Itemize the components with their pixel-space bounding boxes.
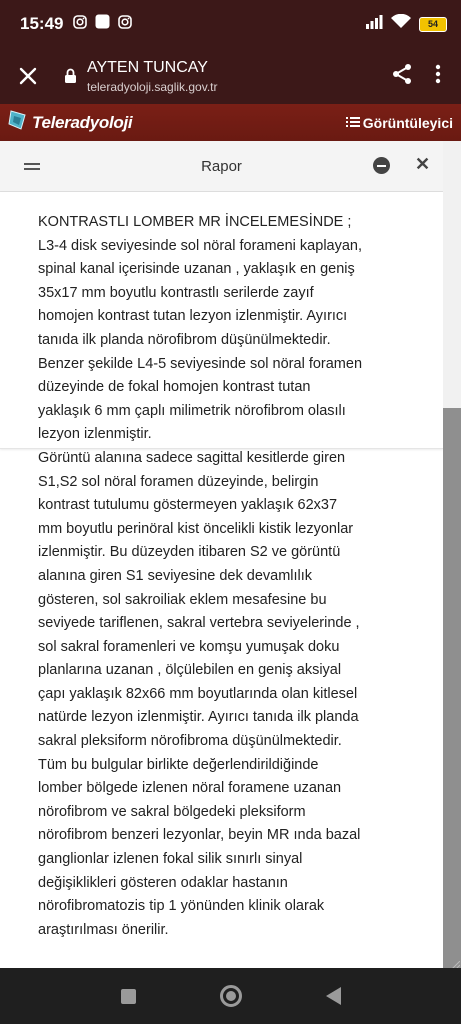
instagram-icon (118, 15, 132, 34)
close-icon[interactable]: ✕ (415, 154, 431, 174)
wifi-icon (391, 14, 411, 34)
report-panel-header (0, 141, 443, 192)
report-title: Rapor (201, 157, 242, 175)
signal-icon (365, 15, 383, 34)
logo-icon (8, 109, 28, 136)
report-text: KONTRASTLI LOMBER MR İNCELEMESİNDE ; L3-4 disk seviyesinde sol nöral forameni kaplayan, spinal kanal içerisinde uzanan , yaklaşık en geniş 35x17 mm boyutlu kontrastlı serilerde zayıf homojen kontrast tutan lezyon izlenmiştir. Ayırıcı tanıda ilk planda nörofibrom düşünülmektedir. Benzer şekilde L4-5 seviyesinde sol nöral foramen düzeyinde de fokal homojen kontrast tutan yaklaşık 6 mm çaplı milimetrik nörofibrom olasılı lezyon izlenmiştir. Görüntü alanına sadece sagittal kesitlerde giren S1,S2 sol nöral foramen düzeyinde, belirgin kontrast tutulumu göstermeyen yaklaşık 62x37 mm boyutlu perinöral kist öncelikli kistik lezyonlar izlenmiştir. Bu düzeyden itibaren S2 ve görüntü alanına giren S1 seviyesine dek devamlılık gösteren, sol sakroiliak eklem mesafesine bu seviyede tariflenen, sakral vertebra seviyelerinde , sol sakral foramenleri ve komşu yumuşak doku planlarına uzanan , ölçülebilen en geniş aksiyal çapı yaklaşık 82x66 mm boyutlarında olan kitlesel natürde lezyon izlenmiştir. Ayırıcı tanıda ilk planda sakral pleksiform nörofibroma düşünülmektedir. Tüm bu bulgular birlikte değerlendirildiğinde lomber bölgede izlenen nöral foramene uzanan nörofibrom ve sakral bölgedeki pleksiform nörofibrom benzeri lezyonlar, beyin MR ında bazal ganglionlar izlenen fokal silik sınırlı sinyal değişiklikleri gösteren odaklar hastanın nörofibromatozis tip 1 yönünden klinik olarak araştırılması önerilir. (38, 214, 363, 938)
browser-toolbar (0, 48, 461, 104)
scrollbar-thumb[interactable] (443, 408, 461, 968)
notification-square-icon (95, 14, 110, 34)
resize-grip-icon[interactable] (452, 956, 460, 964)
battery-level: 54 (419, 17, 447, 32)
more-options-icon[interactable] (435, 64, 441, 89)
site-header (0, 104, 461, 142)
list-icon (346, 115, 360, 131)
page-title: AYTEN TUNCAY (87, 58, 208, 76)
notification-icons (73, 14, 132, 34)
share-icon[interactable] (391, 63, 413, 90)
recents-icon[interactable] (121, 989, 136, 1004)
status-right (365, 14, 447, 34)
system-nav-bar (0, 968, 461, 1024)
status-bar (0, 0, 461, 48)
viewer-link[interactable] (346, 115, 453, 131)
lock-icon (64, 68, 77, 84)
viewer-label: Görüntüleyici (362, 114, 453, 131)
minimize-icon[interactable] (373, 157, 390, 174)
logo-text: Teleradyoloji (32, 112, 133, 132)
home-icon[interactable] (220, 985, 242, 1007)
drag-handle-icon[interactable] (24, 160, 40, 173)
site-logo[interactable] (8, 109, 132, 136)
page-title-block[interactable] (87, 59, 218, 94)
instagram-icon (73, 15, 87, 34)
back-icon[interactable] (326, 987, 341, 1005)
toolbar-actions (391, 63, 441, 90)
status-time: 15:49 (20, 14, 64, 33)
page-url: teleradyoloji.saglik.gov.tr (87, 79, 218, 94)
close-tab-icon[interactable] (0, 48, 56, 104)
